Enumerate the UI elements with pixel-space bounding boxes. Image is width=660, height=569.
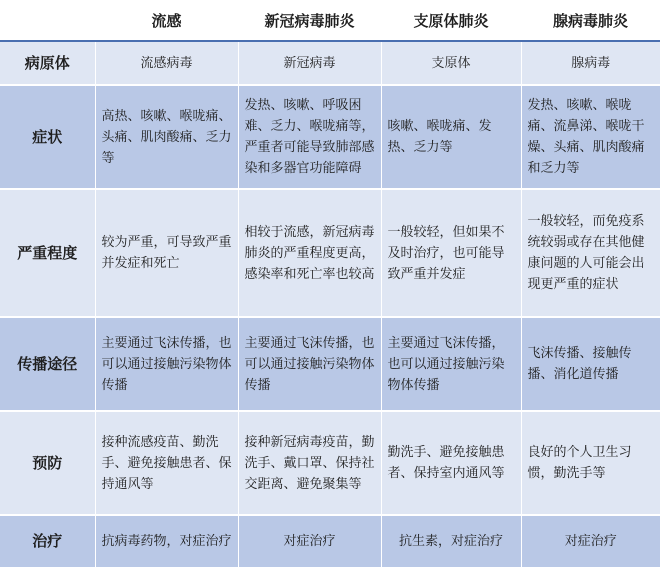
cell-pathogen-covid: 新冠病毒 bbox=[238, 41, 381, 85]
cell-prevention-covid: 接种新冠病毒疫苗，勤洗手、戴口罩、保持社交距离、避免聚集等 bbox=[238, 411, 381, 515]
cell-prevention-adenovirus: 良好的个人卫生习惯，勤洗手等 bbox=[521, 411, 660, 515]
row-label-symptoms: 症状 bbox=[0, 85, 95, 189]
cell-symptoms-mycoplasma: 咳嗽、喉咙痛、发热、乏力等 bbox=[381, 85, 521, 189]
row-treatment bbox=[0, 515, 660, 568]
row-label-prevention: 预防 bbox=[0, 411, 95, 515]
cell-severity-mycoplasma: 一般较轻，但如果不及时治疗，也可能导致严重并发症 bbox=[381, 189, 521, 317]
cell-transmission-flu: 主要通过飞沫传播，也可以通过接触污染物体传播 bbox=[95, 317, 238, 411]
row-transmission bbox=[0, 317, 660, 411]
row-pathogen bbox=[0, 41, 660, 85]
row-severity bbox=[0, 189, 660, 317]
row-symptoms bbox=[0, 85, 660, 189]
row-prevention bbox=[0, 411, 660, 515]
cell-transmission-adenovirus: 飞沫传播、接触传播、消化道传播 bbox=[521, 317, 660, 411]
cell-treatment-adenovirus: 对症治疗 bbox=[521, 515, 660, 568]
cell-pathogen-mycoplasma: 支原体 bbox=[381, 41, 521, 85]
cell-symptoms-adenovirus: 发热、咳嗽、喉咙痛、流鼻涕、喉咙干燥、头痛、肌肉酸痛和乏力等 bbox=[521, 85, 660, 189]
cell-transmission-mycoplasma: 主要通过飞沫传播，也可以通过接触污染物体传播 bbox=[381, 317, 521, 411]
header-flu: 流感 bbox=[95, 0, 238, 41]
cell-transmission-covid: 主要通过飞沫传播，也可以通过接触污染物体传播 bbox=[238, 317, 381, 411]
header-mycoplasma-pneumonia: 支原体肺炎 bbox=[381, 0, 521, 41]
cell-treatment-flu: 抗病毒药物，对症治疗 bbox=[95, 515, 238, 568]
cell-prevention-flu: 接种流感疫苗、勤洗手、避免接触患者、保持通风等 bbox=[95, 411, 238, 515]
cell-severity-adenovirus: 一般较轻，而免疫系统较弱或存在其他健康问题的人可能会出现更严重的症状 bbox=[521, 189, 660, 317]
header-covid-pneumonia: 新冠病毒肺炎 bbox=[238, 0, 381, 41]
row-label-transmission: 传播途径 bbox=[0, 317, 95, 411]
row-label-severity: 严重程度 bbox=[0, 189, 95, 317]
cell-prevention-mycoplasma: 勤洗手、避免接触患者、保持室内通风等 bbox=[381, 411, 521, 515]
cell-symptoms-flu: 高热、咳嗽、喉咙痛、头痛、肌肉酸痛、乏力等 bbox=[95, 85, 238, 189]
header-corner bbox=[0, 0, 95, 41]
cell-pathogen-flu: 流感病毒 bbox=[95, 41, 238, 85]
cell-severity-covid: 相较于流感，新冠病毒肺炎的严重程度更高，感染率和死亡率也较高 bbox=[238, 189, 381, 317]
cell-pathogen-adenovirus: 腺病毒 bbox=[521, 41, 660, 85]
cell-treatment-covid: 对症治疗 bbox=[238, 515, 381, 568]
cell-symptoms-covid: 发热、咳嗽、呼吸困难、乏力、喉咙痛等，严重者可能导致肺部感染和多器官功能障碍 bbox=[238, 85, 381, 189]
header-adenovirus-pneumonia: 腺病毒肺炎 bbox=[521, 0, 660, 41]
cell-severity-flu: 较为严重，可导致严重并发症和死亡 bbox=[95, 189, 238, 317]
row-label-treatment: 治疗 bbox=[0, 515, 95, 568]
row-label-pathogen: 病原体 bbox=[0, 41, 95, 85]
cell-treatment-mycoplasma: 抗生素，对症治疗 bbox=[381, 515, 521, 568]
header-row bbox=[0, 0, 660, 41]
